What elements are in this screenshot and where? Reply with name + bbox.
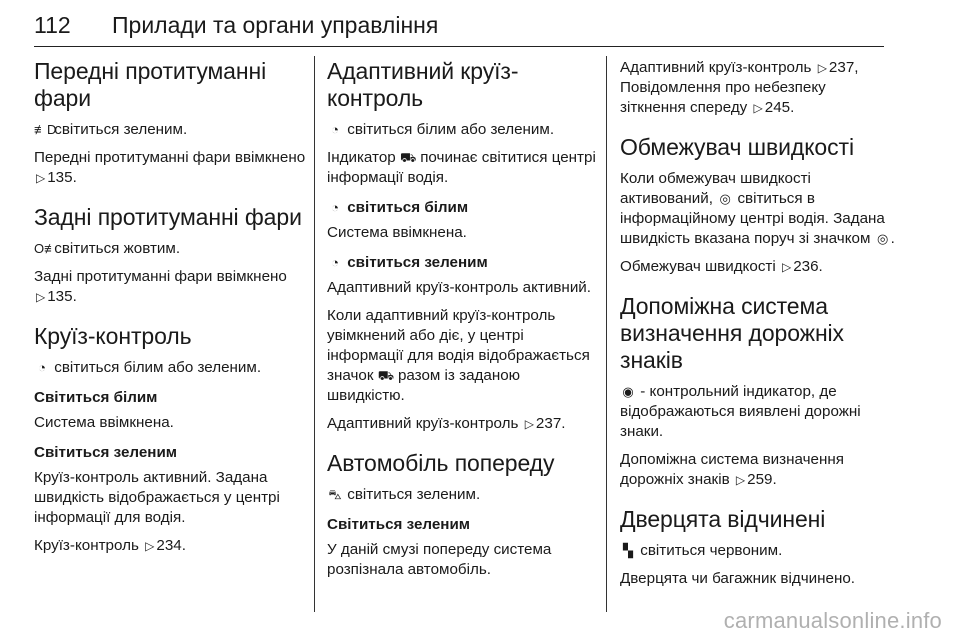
page-reference-arrow-icon: ▷ — [817, 61, 827, 75]
vehicle-ahead-title: Автомобіль попереду — [327, 450, 555, 476]
collision-ref[interactable]: 245. — [764, 99, 795, 116]
page-header-title: Прилади та органи управління — [112, 12, 439, 38]
page-reference-arrow-icon: ▷ — [735, 473, 746, 487]
cruise-ref[interactable]: 234. — [156, 537, 186, 554]
acc-status: ◔ світиться білим або зеленим. — [327, 120, 602, 140]
acc-green-body1: Адаптивний круїз-контроль активний. — [327, 279, 592, 296]
page-reference-arrow-icon: ▷ — [524, 417, 534, 431]
page-reference-arrow-icon: ▷ — [753, 101, 763, 115]
vehicle-ahead-small-icon: ⛟ — [377, 368, 395, 383]
page-number: 112 — [34, 12, 71, 38]
door-open-status: ▚ світиться червоним. — [620, 541, 895, 561]
speed-limiter-icon: ◎ — [719, 191, 731, 206]
vehicle-ahead-green-heading: Світиться зеленим — [327, 516, 471, 533]
traffic-sign-icon: ◉ — [622, 384, 634, 399]
speed-limiter-link: Обмежувач швидкості ▷ 236. — [620, 258, 823, 275]
cruise-white-heading: Світиться білим — [34, 389, 158, 406]
acc-continued: Адаптивний круїз-контроль ▷ 237, Повідомлення про небезпеку зіткнення спереду ▷ 245. — [620, 59, 859, 116]
acc-title: Адаптивний круїз-контроль — [327, 58, 519, 111]
cruise-control-icon: ◔ — [38, 360, 46, 375]
rear-fog-ref[interactable]: 135. — [47, 288, 77, 305]
door-open-title: Дверцята відчинені — [620, 506, 826, 532]
cruise-green-heading: Світиться зеленим — [34, 444, 178, 461]
acc-link: Адаптивний круїз-контроль ▷ 237. — [327, 415, 566, 432]
acc-white-body: Система ввімкнена. — [327, 224, 467, 241]
page-reference-arrow-icon: ▷ — [781, 260, 792, 274]
traffic-sign-link: Допоміжна система визначення дорожніх знаків ▷ 259. — [620, 451, 844, 488]
acc-cont-ref[interactable]: 237, — [828, 59, 859, 76]
rear-fog-body: Задні протитуманні фари ввімкнено ▷ 135. — [34, 268, 287, 305]
adaptive-cruise-icon: ◔ — [331, 255, 339, 270]
vehicle-ahead-icon: ⛍ — [328, 487, 342, 502]
rear-fog-lamp-icon: O≢ — [34, 241, 58, 256]
door-open-body: Дверцята чи багажник відчинено. — [620, 570, 855, 587]
page-reference-arrow-icon: ▷ — [36, 290, 46, 304]
front-fog-body: Передні протитуманні фари ввімкнено ▷ 135. — [34, 149, 306, 186]
adaptive-cruise-icon: ◔ — [331, 122, 339, 137]
page-header — [34, 12, 884, 47]
acc-indicator: Індикатор ⛟ починає світитися центрі інформації водія. — [327, 149, 596, 186]
watermark: carmanualsonline.info — [723, 608, 942, 633]
cruise-link: Круїз-контроль ▷ 234. — [34, 537, 186, 554]
vehicle-ahead-body: У даній смузі попереду система розпізнала автомобіль. — [327, 541, 552, 578]
acc-green-body2: Коли адаптивний круїз-контроль увімкнений або діє, у центрі інформації для водія відображається значок ⛟ разом із заданою швидкістю. — [327, 307, 590, 404]
column-divider-2 — [606, 56, 607, 612]
cruise-white-body: Система ввімкнена. — [34, 414, 174, 431]
traffic-sign-body: ◉ - контрольний індикатор, де відображаються виявлені дорожні знаки. — [620, 383, 861, 440]
traffic-sign-ref[interactable]: 259. — [747, 471, 777, 488]
cruise-status: ◔ світиться білим або зеленим. — [34, 358, 309, 378]
speed-limiter-ref[interactable]: 236. — [793, 258, 823, 275]
traffic-sign-title: Допоміжна система визначення дорожніх знаків — [620, 293, 844, 373]
front-fog-status: ≢D світиться зеленим. — [34, 121, 188, 138]
acc-green-heading: ◔ світиться зеленим — [327, 253, 602, 273]
rear-fog-status: O≢ світиться жовтим. — [34, 240, 181, 257]
rear-fog-title: Задні протитуманні фари — [34, 204, 302, 230]
page-reference-arrow-icon: ▷ — [36, 171, 46, 185]
speed-limiter-title: Обмежувач швидкості — [620, 134, 854, 160]
front-fog-ref[interactable]: 135. — [47, 169, 77, 186]
speed-limiter-icon: ◎ — [876, 231, 889, 246]
acc-white-heading: ◔ світиться білим — [327, 198, 602, 218]
vehicle-ahead-small-icon: ⛟ — [399, 150, 417, 165]
column-divider-1 — [314, 56, 315, 612]
cruise-title: Круїз-контроль — [34, 323, 192, 349]
column-3 — [620, 58, 895, 612]
vehicle-ahead-status: ⛍ світиться зеленим. — [328, 486, 481, 503]
speed-limiter-body: Коли обмежувач швидкості активований, ◎ світиться в інформаційному центрі водія. Задана швидкість вказана поруч зі значком ◎ . — [620, 170, 895, 247]
page-reference-arrow-icon: ▷ — [145, 539, 155, 553]
front-fog-lamp-icon: ≢D — [34, 122, 57, 137]
adaptive-cruise-icon: ◔ — [331, 200, 339, 215]
column-1 — [34, 58, 309, 612]
door-open-icon: ▚ — [623, 543, 633, 558]
acc-ref[interactable]: 237. — [535, 415, 566, 432]
front-fog-title: Передні протитуманні фари — [34, 58, 267, 111]
column-2 — [327, 58, 602, 612]
cruise-green-body: Круїз-контроль активний. Задана швидкість відображається у центрі інформації для водія. — [34, 469, 280, 526]
